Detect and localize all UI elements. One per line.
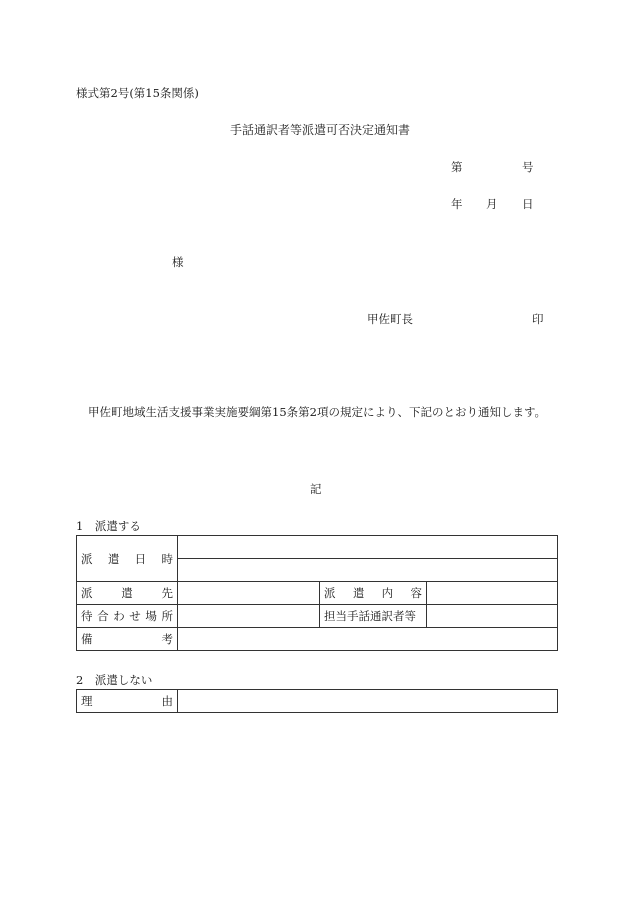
addressee-suffix: 様	[172, 255, 184, 269]
meeting-place-value[interactable]	[178, 605, 320, 628]
date-month: 月	[486, 197, 498, 211]
date-day: 日	[522, 197, 534, 211]
dispatch-destination-label: 派 遣 先	[77, 582, 178, 605]
dispatch-destination-value[interactable]	[178, 582, 320, 605]
assigned-interpreter-label: 担当手話通訳者等	[320, 605, 427, 628]
seal-mark: 印	[532, 312, 544, 326]
remarks-value[interactable]	[178, 628, 558, 651]
notification-statement: 甲佐町地域生活支援事業実施要綱第15条第2項の規定により、下記のとおり通知します。	[88, 405, 547, 419]
number-suffix: 号	[522, 160, 534, 174]
reason-label: 理 由	[77, 690, 178, 713]
dispatch-content-value[interactable]	[427, 582, 558, 605]
dispatch-datetime-label: 派 遣 日 時	[77, 536, 178, 582]
meeting-place-label: 待 合 わ せ 場 所	[77, 605, 178, 628]
remarks-label: 備 考	[77, 628, 178, 651]
dispatch-table	[76, 535, 558, 651]
issuer-name: 甲佐町長	[367, 312, 413, 326]
section2-heading: 2 派遣しない	[76, 673, 153, 687]
ki-mark: 記	[310, 482, 322, 496]
section1-heading: 1 派遣する	[76, 519, 141, 533]
date-year: 年	[451, 197, 463, 211]
number-prefix: 第	[451, 160, 463, 174]
assigned-interpreter-value[interactable]	[427, 605, 558, 628]
dispatch-datetime-value-1[interactable]	[178, 536, 558, 559]
reason-value[interactable]	[178, 690, 558, 713]
form-number: 様式第2号(第15条関係)	[76, 86, 199, 100]
reason-table	[76, 689, 558, 713]
dispatch-datetime-value-2[interactable]	[178, 559, 558, 582]
document-title: 手話通訳者等派遣可否決定通知書	[230, 123, 411, 137]
dispatch-content-label: 派 遣 内 容	[320, 582, 427, 605]
